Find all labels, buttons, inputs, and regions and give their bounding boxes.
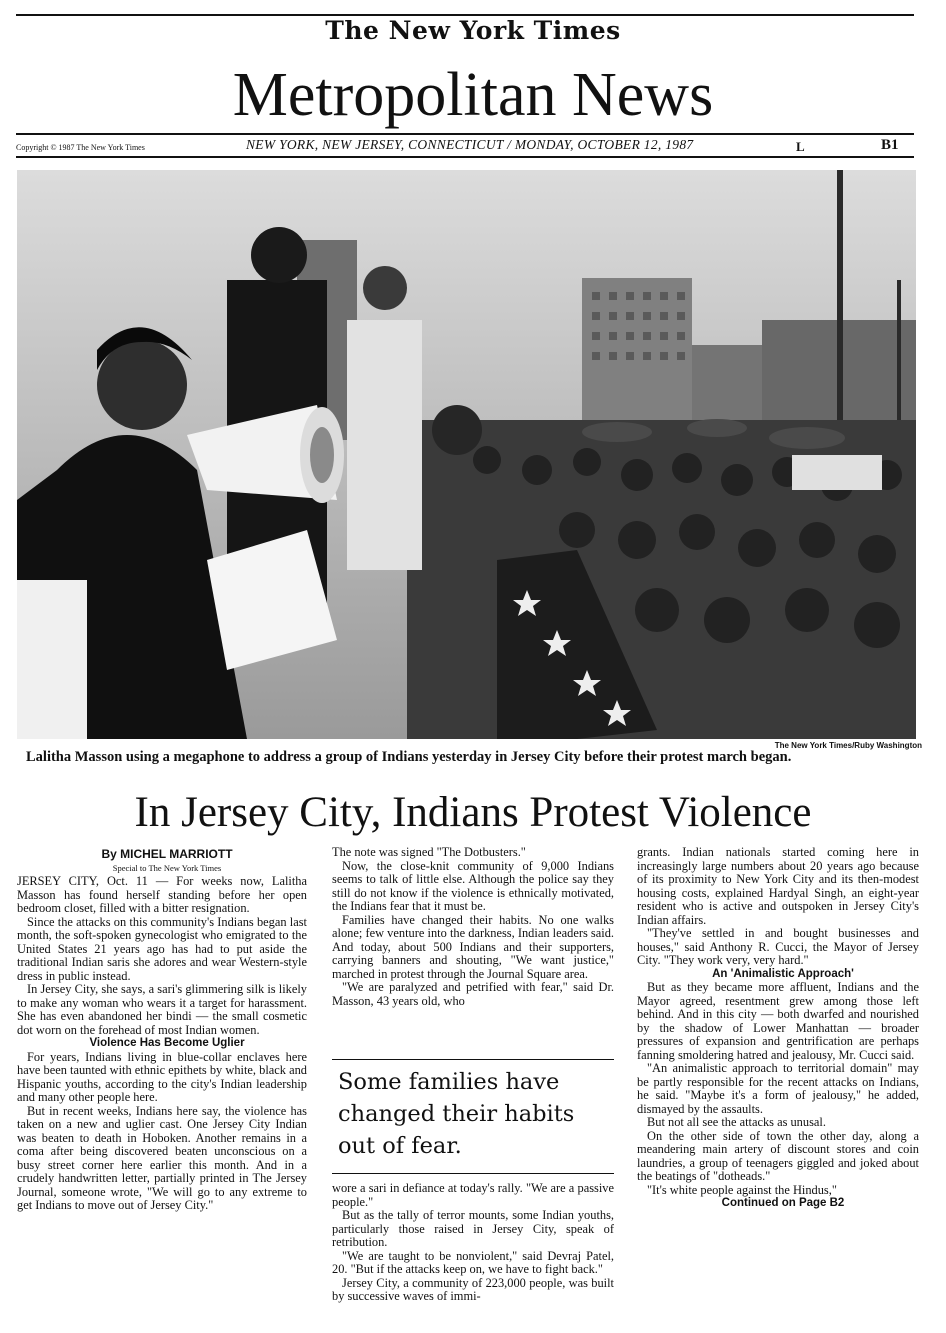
byline-special: Special to The New York Times: [112, 862, 222, 873]
paragraph: "They've settled in and bought businesses and houses," said Anthony R. Cucci, the Mayor of Jersey City. "They work very, very hard.": [637, 926, 919, 967]
protest-photo: [17, 170, 916, 739]
photo-caption: Lalitha Masson using a megaphone to address a group of Indians yesterday in Jersey City before their protest march began.: [26, 749, 792, 765]
pullquote-rule-bottom: [332, 1173, 614, 1174]
paragraph: On the other side of town the other day, along a meandering main artery of discount stores and coin laundries, a group of teenagers giggled and joked about the beatings of "dotheads.": [637, 1128, 919, 1183]
paragraph: "An animalistic approach to territorial domain" may be partly responsible for the recent attacks on Indians, he said. "Maybe it's a form of jealousy," he added, dismayed by the assaults.: [637, 1061, 919, 1116]
article-column-3: [637, 846, 919, 1211]
paragraph: grants. Indian nationals started coming here in increasingly large numbers about 20 years ago because of its proximity to New York City and its then-modest housing costs, explained Hardyal Singh, an eight-year resident who is active and outspoken in Jersey City's Indian affairs.: [637, 845, 919, 927]
paragraph: But in recent weeks, Indians here say, the violence has taken on a new and uglier cast. One Jersey City Indian was beaten to death in Hoboken. Another remains in a coma after being discovered beaten unconscious on a busy street corner here earlier this month. And in a crudely handwritten letter, partially printed in The Jersey Journal, someone wrote, "We will go to any extreme to get Indians to move out of Jersey City.": [17, 1103, 307, 1212]
paragraph: Since the attacks on this community's Indians began last month, the soft-spoken gynecologist who emigrated to the United States 21 years ago has had to put aside the traditional Indian saris she adores and wear Western-style dress in public instead.: [17, 914, 307, 983]
edition-letter: L: [796, 139, 805, 154]
paragraph: Jersey City, a community of 223,000 people, was built by successive waves of immi-: [332, 1275, 614, 1303]
article-column-2-continued: [332, 1182, 614, 1304]
section-title: Metropolitan News: [232, 61, 714, 129]
paragraph: "It's white people against the Hindus,": [647, 1182, 837, 1197]
masthead-rule-upper: [16, 133, 914, 135]
pullquote-rule-top: [332, 1059, 614, 1060]
newspaper-nameplate: The New York Times: [325, 16, 621, 45]
subhead: An 'Animalistic Approach': [712, 967, 854, 980]
pullquote: Some families have changed their habits out of fear.: [338, 1069, 575, 1159]
paragraph: wore a sari in defiance at today's rally. "We are a passive people.": [332, 1181, 614, 1209]
subhead: Violence Has Become Uglier: [89, 1037, 245, 1049]
paragraph: But as they became more affluent, Indians and the Mayor agreed, resentment grew among those left behind. And in this city — both dwarfed and nourished by the shadow of Lower Manhattan — broader pressures of expansion and gentrification are perhaps fanning smoldering hatred and jealousy, Mr. Cucci said.: [637, 980, 919, 1062]
article-headline: In Jersey City, Indians Protest Violence: [134, 789, 812, 836]
paragraph: Families have changed their habits. No one walks alone; few venture into the darkness, Indian leaders said. And today, about 500 Indians and their supporters, carrying banners and shouting, "We want justice," marched in protest through the Journal Square area.: [332, 912, 614, 981]
paragraph: For years, Indians living in blue-collar enclaves here have been taunted with ethnic epithets by white, black and Hispanic youths, according to the city's Indian leadership and many other people here.: [17, 1049, 307, 1104]
article-column-2: [332, 846, 614, 1008]
protest-photo-illustration: [17, 170, 916, 739]
paragraph: "We are taught to be nonviolent," said Devraj Patel, 20. "But if the attacks keep on, we have to fight back.": [332, 1248, 614, 1276]
photo-credit: The New York Times/Ruby Washington: [774, 741, 922, 750]
copyright-notice: Copyright © 1987 The New York Times: [16, 143, 145, 152]
paragraph: But not all see the attacks as unusal.: [647, 1115, 826, 1129]
masthead-rule-lower: [16, 156, 914, 158]
paragraph: Now, the close-knit community of 9,000 Indians seems to talk of little else. Although the police say they still do not know if the violence is ethnically motivated, the Indians fear that it must be.: [332, 858, 614, 913]
paragraph: JERSEY CITY, Oct. 11 — For weeks now, Lalitha Masson has found herself standing before her open bedroom closet, filled with a bitter resignation.: [17, 874, 307, 915]
article-column-1: [17, 848, 307, 1213]
continued-link[interactable]: Continued on Page B2: [721, 1197, 845, 1209]
byline: By MICHEL MARRIOTT: [101, 847, 233, 861]
paragraph: In Jersey City, she says, a sari's glimmering silk is likely to make any woman who wears it a target for harassment. She has even abandoned her bindi — the small cosmetic dot worn on the forehead of most Indian women.: [17, 982, 307, 1037]
dateline: NEW YORK, NEW JERSEY, CONNECTICUT / MONDAY, OCTOBER 12, 1987: [246, 137, 694, 152]
paragraph: The note was signed "The Dotbusters.": [332, 845, 526, 859]
page-number: B1: [881, 137, 899, 153]
paragraph: "We are paralyzed and petrified with fear," said Dr. Masson, 43 years old, who: [332, 980, 614, 1008]
paragraph: But as the tally of terror mounts, some Indian youths, particularly those raised in Jersey City, speak of retribution.: [332, 1208, 614, 1249]
